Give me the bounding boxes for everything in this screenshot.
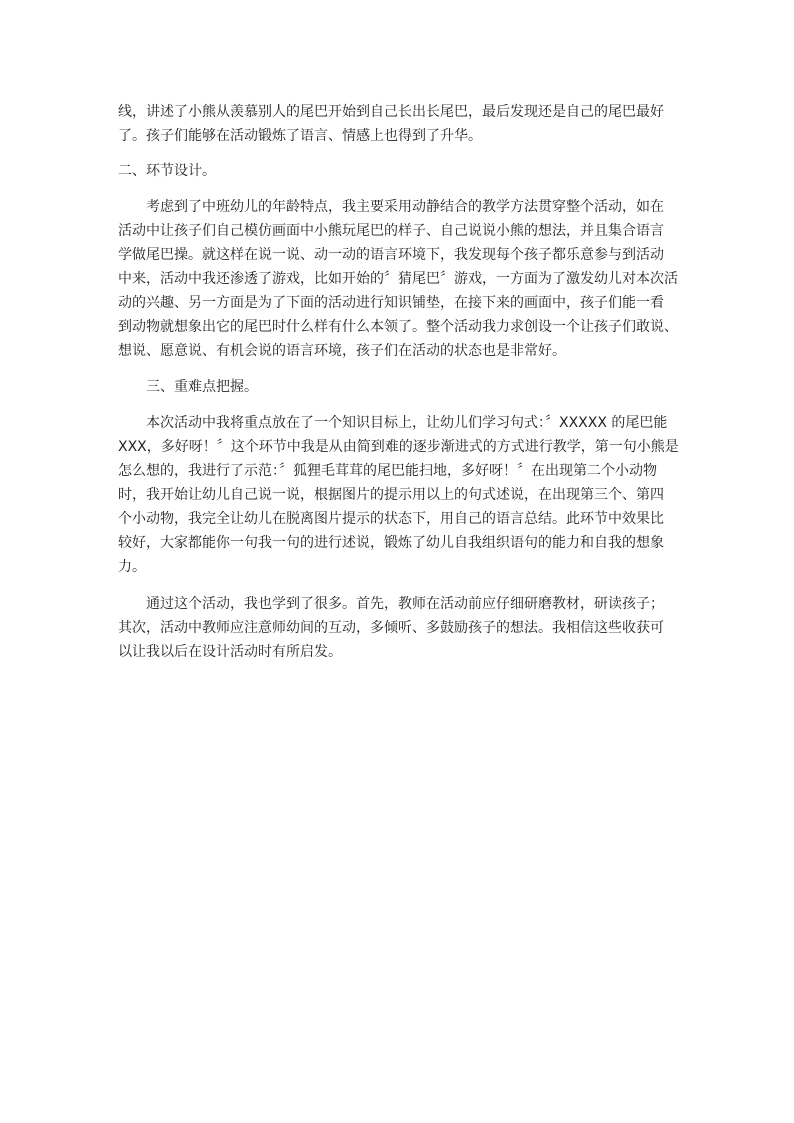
paragraph-line: 想说、愿意说、有机会说的语言环境，孩子们在活动的状态也是非常好。 [118, 343, 566, 359]
paragraph-line: 到动物就想象出它的尾巴时什么样有什么本领了。整个活动我力求创设一个让孩子们敢说、 [118, 319, 678, 335]
paragraph-line: 个小动物，我完全让幼儿在脱离图片提示的状态下，用自己的语言总结。此环节中效果比 [118, 511, 664, 527]
section-heading: 二、环节设计。 [118, 163, 216, 179]
paragraph-line: XXX，多好呀！〞这个环节中我是从由简到难的逐步渐进式的方式进行教学，第一句小熊是 [118, 439, 679, 455]
paragraph-line: 以让我以后在设计活动时有所启发。 [118, 644, 342, 660]
paragraph-line: 本次活动中我将重点放在了一个知识目标上，让幼儿们学习句式：〞XXXXX 的尾巴能 [146, 415, 668, 431]
paragraph-line: 学做尾巴操。就这样在说一说、动一动的语言环境下，我发现每个孩子都乐意参与到活动 [118, 247, 664, 263]
paragraph-line: 考虑到了中班幼儿的年龄特点，我主要采用动静结合的教学方法贯穿整个活动，如在 [146, 199, 664, 215]
paragraph-line: 通过这个活动，我也学到了很多。首先，教师在活动前应仔细研磨教材，研读孩子； [146, 596, 664, 612]
paragraph-line: 活动中让孩子们自己模仿画面中小熊玩尾巴的样子、自己说说小熊的想法，并且集合语言 [118, 223, 664, 239]
paragraph-line: 动的兴趣、另一方面是为了下面的活动进行知识铺垫，在接下来的画面中，孩子们能一看 [118, 295, 664, 311]
paragraph-line: 线，讲述了小熊从羡慕别人的尾巴开始到自己长出长尾巴，最后发现还是自己的尾巴最好 [118, 104, 664, 120]
paragraph-line: 时，我开始让幼儿自己说一说，根据图片的提示用以上的句式述说，在出现第三个、第四 [118, 487, 664, 503]
paragraph-line: 了。孩子们能够在活动锻炼了语言、情感上也得到了升华。 [118, 128, 482, 144]
paragraph-line: 怎么想的，我进行了示范：〞狐狸毛茸茸的尾巴能扫地，多好呀！〞在出现第二个小动物 [118, 463, 657, 479]
paragraph-line: 较好，大家都能你一句我一句的进行述说，锻炼了幼儿自我组织语句的能力和自我的想象 [118, 535, 664, 551]
section-heading: 三、重难点把握。 [146, 379, 258, 395]
paragraph-line: 力。 [118, 559, 146, 575]
paragraph-line: 中来，活动中我还渗透了游戏，比如开始的〞猜尾巴〞游戏，一方面为了激发幼儿对本次活 [118, 271, 678, 287]
paragraph-line: 其次，活动中教师应注意师幼间的互动，多倾听、多鼓励孩子的想法。我相信这些收获可 [118, 620, 664, 636]
